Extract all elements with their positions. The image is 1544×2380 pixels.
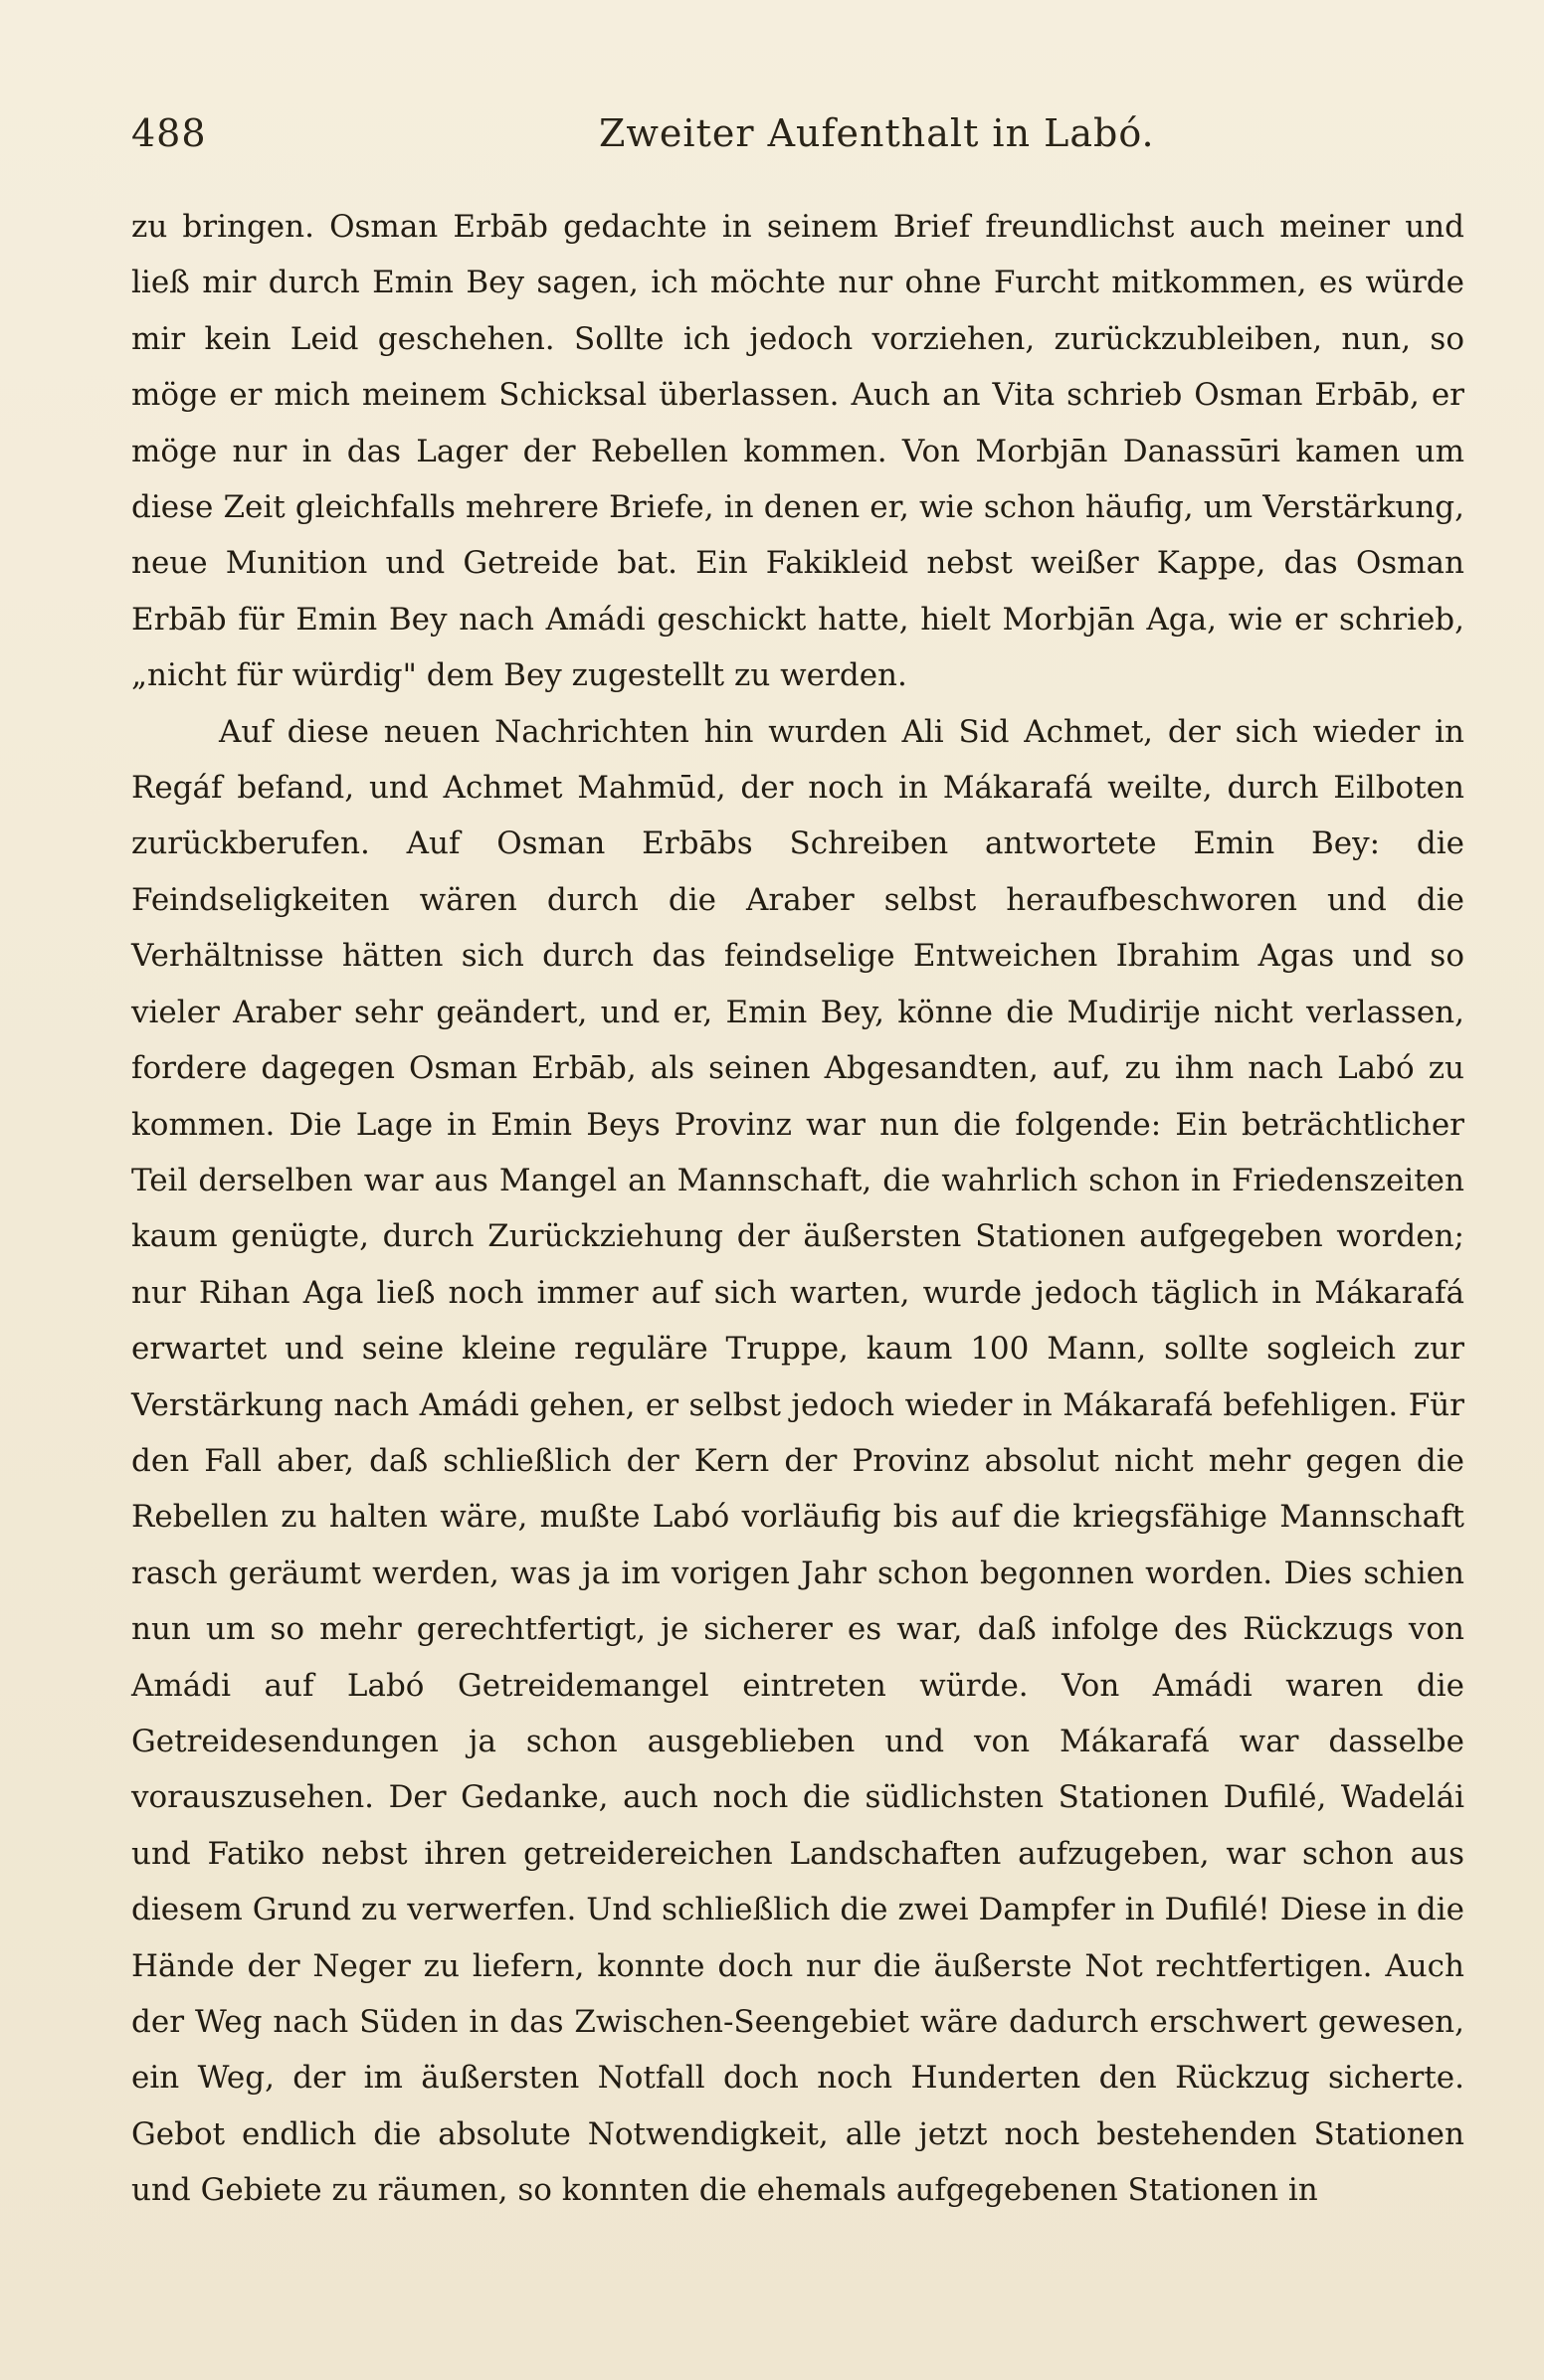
page-number: 488 — [131, 111, 207, 155]
paragraph-continuation: zu bringen. Osman Erbāb gedachte in seinem Brief freundlichst auch meiner und ließ mir durch Emin Bey sagen, ich möchte nur ohne Furcht mitkommen, es würde mir kein Leid geschehen. Sollte ich jedoch vorziehen, zurückzubleiben, nun, so möge er mich meinem Schicksal überlassen. Auch an Vita schrieb Osman Erbāb, er möge nur in das Lager der Rebellen kommen. Von Morbjān Danassūri kamen um diese Zeit gleichfalls mehrere Briefe, in denen er, wie schon häufig, um Verstärkung, neue Munition und Getreide bat. Ein Fakikleid nebst weißer Kappe, das Osman Erbāb für Emin Bey nach Amádi geschickt hatte, hielt Morbjān Aga, wie er schrieb, „nicht für würdig" dem Bey zugestellt zu werden. — [131, 209, 1464, 694]
body-text — [131, 199, 1464, 2219]
paragraph: Auf diese neuen Nachrichten hin wurden Ali Sid Achmet, der sich wieder in Regáf befand, und Achmet Mahmūd, der noch in Mákarafá weilte, durch Eilboten zurückberufen. Auf Osman Erbābs Schreiben antwortete Emin Bey: die Feindseligkeiten wären durch die Araber selbst heraufbeschworen und die Verhältnisse hätten sich durch das feindselige Entweichen Ibrahim Agas und so vieler Araber sehr geändert, und er, Emin Bey, könne die Mudirije nicht verlassen, fordere dagegen Osman Erbāb, als seinen Abgesandten, auf, zu ihm nach Labó zu kommen. Die Lage in Emin Beys Provinz war nun die folgende: Ein beträchtlicher Teil derselben war aus Mangel an Mannschaft, die wahrlich schon in Friedenszeiten kaum genügte, durch Zurückziehung der äußersten Stationen aufgegeben worden; nur Rihan Aga ließ noch immer auf sich warten, wurde jedoch täglich in Mákarafá erwartet und seine kleine reguläre Truppe, kaum 100 Mann, sollte sogleich zur Verstärkung nach Amádi gehen, er selbst jedoch wieder in Mákarafá befehligen. Für den Fall aber, daß schließlich der Kern der Provinz absolut nicht mehr gegen die Rebellen zu halten wäre, mußte Labó vorläufig bis auf die kriegsfähige Mannschaft rasch geräumt werden, was ja im vorigen Jahr schon begonnen worden. Dies schien nun um so mehr gerechtfertigt, je sicherer es war, daß infolge des Rückzugs von Amádi auf Labó Getreidemangel eintreten würde. Von Amádi waren die Getreidesendungen ja schon ausgeblieben und von Mákarafá war dasselbe vorauszusehen. Der Gedanke, auch noch die südlichsten Stationen Dufilé, Wadelái und Fatiko nebst ihren getreidereichen Landschaften aufzugeben, war schon aus diesem Grund zu verwerfen. Und schließlich die zwei Dampfer in Dufilé! Diese in die Hände der Neger zu liefern, konnte doch nur die äußerste Not rechtfertigen. Auch der Weg nach Süden in das Zwischen-Seengebiet wäre dadurch erschwert gewesen, ein Weg, der im äußersten Notfall doch noch Hunderten den Rückzug sicherte. Gebot endlich die absolute Notwendigkeit, alle jetzt noch bestehenden Stationen und Gebiete zu räumen, so konnten die ehemals aufgegebenen Stationen in — [131, 713, 1464, 2209]
running-title: Zweiter Aufenthalt in Labó. — [599, 111, 1155, 155]
page-header — [131, 111, 1464, 171]
